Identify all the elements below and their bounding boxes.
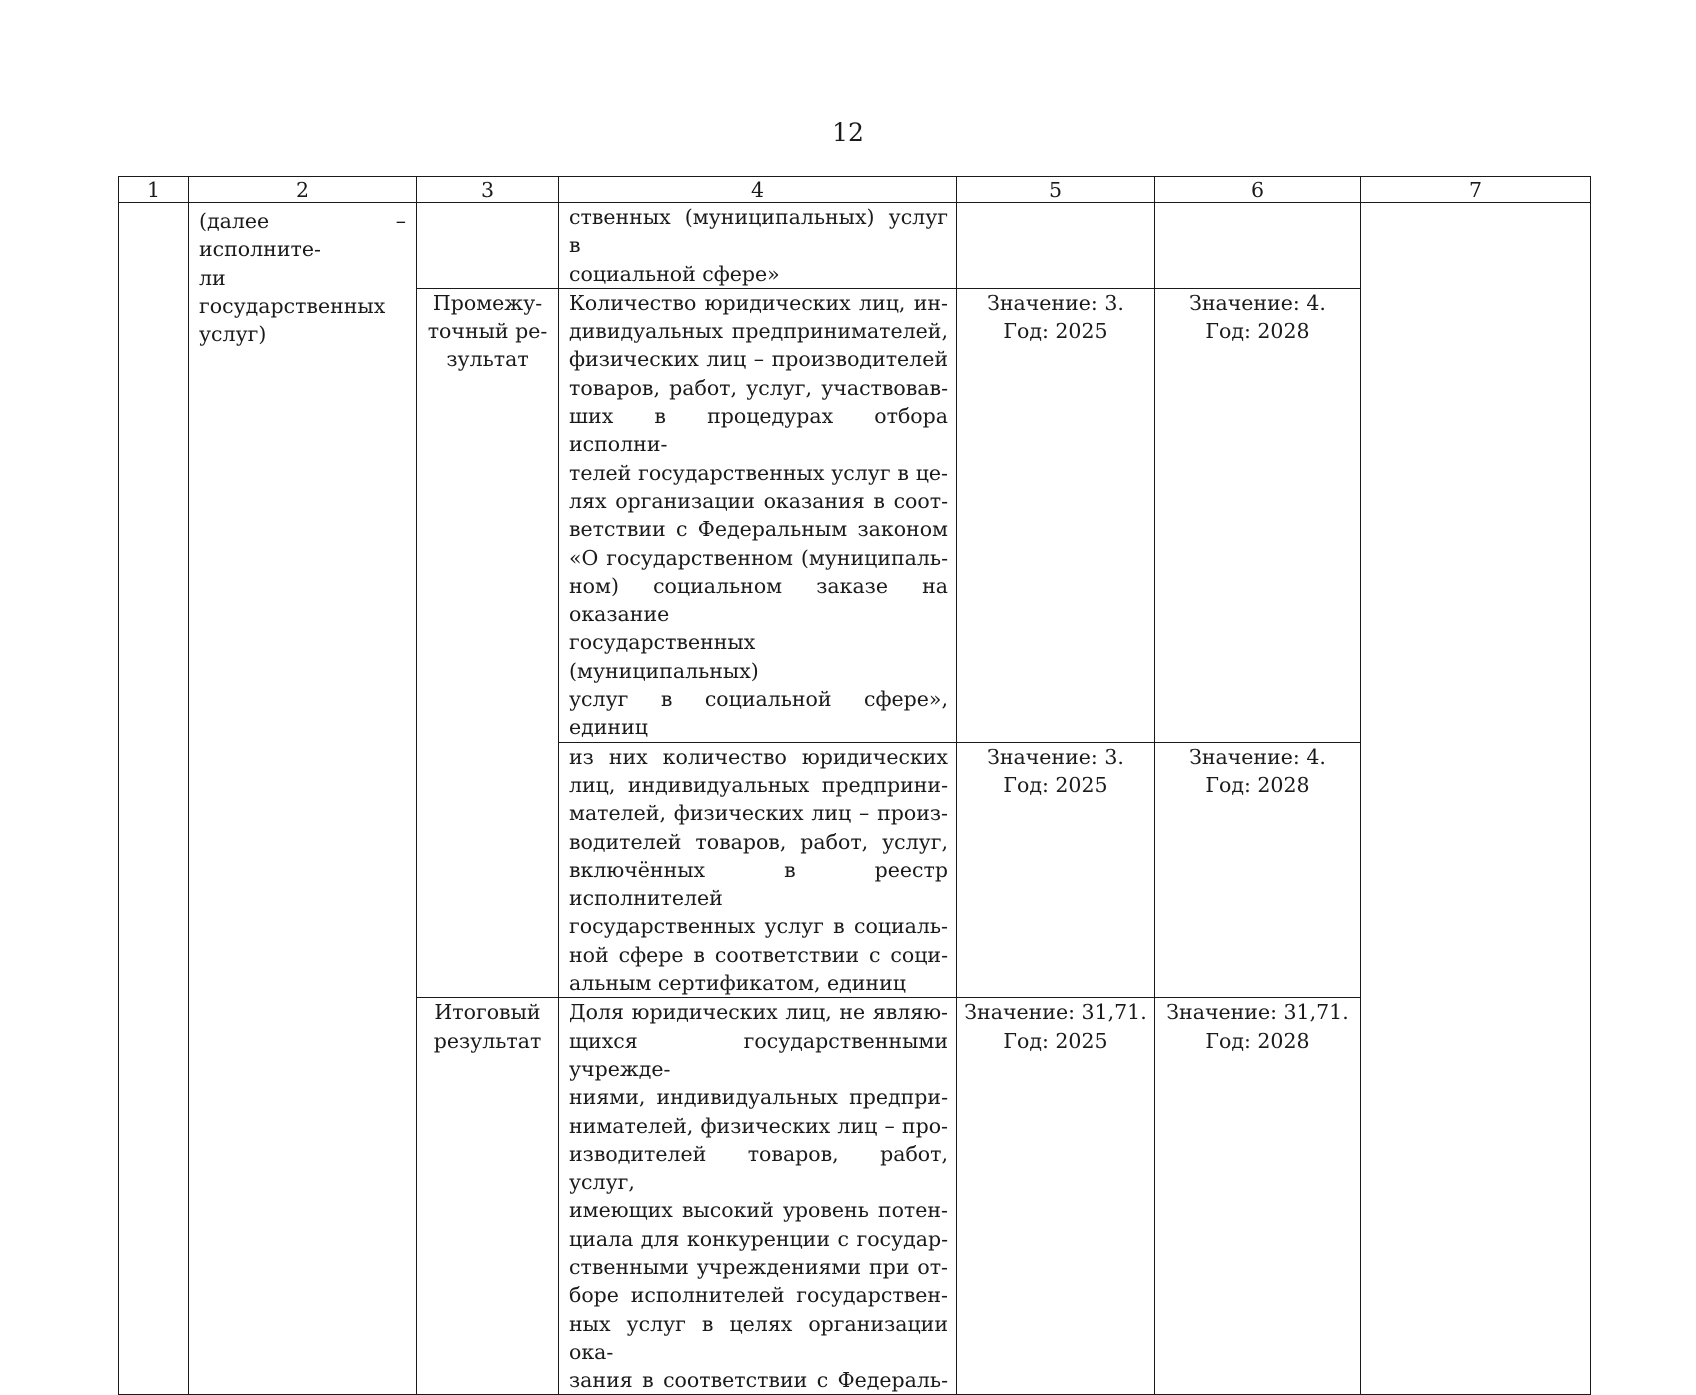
- header-cell-2: 2: [189, 177, 417, 203]
- description-line: ниями, индивидуальных предпри-: [569, 1085, 948, 1110]
- description-line: лях организации оказания в соот-: [569, 488, 948, 513]
- description-line: Доля юридических лиц, не являю-: [569, 1000, 948, 1025]
- description-line: государственных услуг в социаль-: [569, 914, 948, 939]
- result-type-line: зультат: [446, 347, 529, 372]
- description-line: «О государственном (муниципаль-: [569, 545, 948, 570]
- description-line: ветствии с Федеральным законом: [569, 517, 948, 542]
- target-value: Значение: 4.: [1189, 744, 1326, 769]
- result-type-line: Промежу-: [432, 290, 543, 315]
- result-type-line: результат: [433, 1028, 542, 1053]
- description-line: нимателей, физических лиц – про-: [569, 1113, 948, 1138]
- target-value-cell: [1155, 998, 1361, 1395]
- result-type-line: точный ре-: [427, 319, 548, 344]
- description-line: социальной сфере»: [569, 261, 780, 286]
- base-value: Значение: 3.: [987, 290, 1124, 315]
- description-line: боре исполнителей государствен-: [569, 1283, 948, 1308]
- description-line: ных услуг в целях организации ока-: [569, 1311, 948, 1364]
- result-type-intermediate: [417, 288, 559, 997]
- base-value-cell: [957, 288, 1155, 742]
- description-line: государственных (муниципальных): [569, 630, 759, 683]
- target-value: Значение: 31,71.: [1166, 1000, 1349, 1025]
- base-value: Значение: 31,71.: [964, 1000, 1147, 1025]
- base-year: Год: 2025: [1003, 1028, 1108, 1053]
- table-row-intro: [119, 203, 1591, 289]
- description-line: ственных (муниципальных) услуг в: [569, 205, 948, 258]
- description-line: мателей, физических лиц – произ-: [569, 801, 948, 826]
- description-line: циала для конкуренции с государ-: [569, 1226, 948, 1251]
- col1-cell: [119, 203, 189, 1395]
- description-line: ном) социальном заказе на оказание: [569, 573, 948, 627]
- description-line: телей государственных услуг в це-: [569, 460, 948, 485]
- description-line: альным сертификатом, единиц: [569, 971, 906, 996]
- type-cell-empty: [417, 203, 559, 289]
- header-cell-4: 4: [559, 177, 957, 203]
- description-cell-sub: [559, 742, 957, 998]
- target-year: Год: 2028: [1205, 319, 1310, 344]
- header-cell-5: 5: [957, 177, 1155, 203]
- target-year: Год: 2028: [1205, 1028, 1310, 1053]
- description-line: зания в соответствии с Федераль-: [569, 1368, 948, 1393]
- description-line: из них количество юридических: [569, 744, 948, 769]
- table-header-row: [119, 177, 1591, 203]
- description-line: услуг в социальной сфере», единиц: [569, 687, 948, 740]
- description-line: физических лиц – производителей: [569, 347, 948, 372]
- col7-cell: [1361, 203, 1591, 1395]
- description-line: лиц, индивидуальных предприни-: [569, 772, 948, 797]
- description-line: щихся государственными учрежде-: [569, 1028, 948, 1081]
- header-cell-6: 6: [1155, 177, 1361, 203]
- base-value: Значение: 3.: [987, 744, 1124, 769]
- base-value-cell: [957, 742, 1155, 998]
- header-cell-3: 3: [417, 177, 559, 203]
- description-line: дивидуальных предпринимателей,: [569, 319, 948, 344]
- target-year: Год: 2028: [1205, 772, 1310, 797]
- description-line: товаров, работ, услуг, участвовав-: [569, 375, 948, 400]
- description-line: ственными учреждениями при от-: [569, 1254, 948, 1279]
- target-value: Значение: 4.: [1189, 290, 1326, 315]
- target-value-cell: [1155, 288, 1361, 742]
- description-line: ной сфере в соответствии с соци-: [569, 942, 948, 967]
- base-year: Год: 2025: [1003, 319, 1108, 344]
- description-cell-intermediate: [559, 288, 957, 742]
- indicators-table: [118, 176, 1591, 1395]
- description-line: водителей товаров, работ, услуг,: [569, 829, 948, 854]
- header-cell-7: 7: [1361, 177, 1591, 203]
- description-line: ших в процедурах отбора исполни-: [569, 404, 948, 457]
- executor-line: услуг): [199, 322, 267, 347]
- description-line: имеющих высокий уровень потен-: [569, 1198, 948, 1223]
- description-cell-intro: [559, 203, 957, 289]
- page-number: 12: [832, 118, 864, 147]
- base-year: Год: 2025: [1003, 772, 1108, 797]
- description-cell-final: [559, 998, 957, 1395]
- executor-cell: [189, 203, 417, 1395]
- header-cell-1: 1: [119, 177, 189, 203]
- target-value-cell: [1155, 742, 1361, 998]
- result-type-line: Итоговый: [434, 1000, 541, 1025]
- description-line: включённых в реестр исполнителей: [569, 857, 948, 911]
- description-line: изводителей товаров, работ, услуг,: [569, 1141, 948, 1195]
- description-line: Количество юридических лиц, ин-: [569, 290, 948, 315]
- executor-line: ли государственных: [199, 265, 386, 318]
- base-value-cell: [957, 998, 1155, 1395]
- executor-line: (далее – исполните-: [199, 209, 406, 262]
- result-type-final: [417, 998, 559, 1395]
- base-value-cell-empty: [957, 203, 1155, 289]
- target-value-cell-empty: [1155, 203, 1361, 289]
